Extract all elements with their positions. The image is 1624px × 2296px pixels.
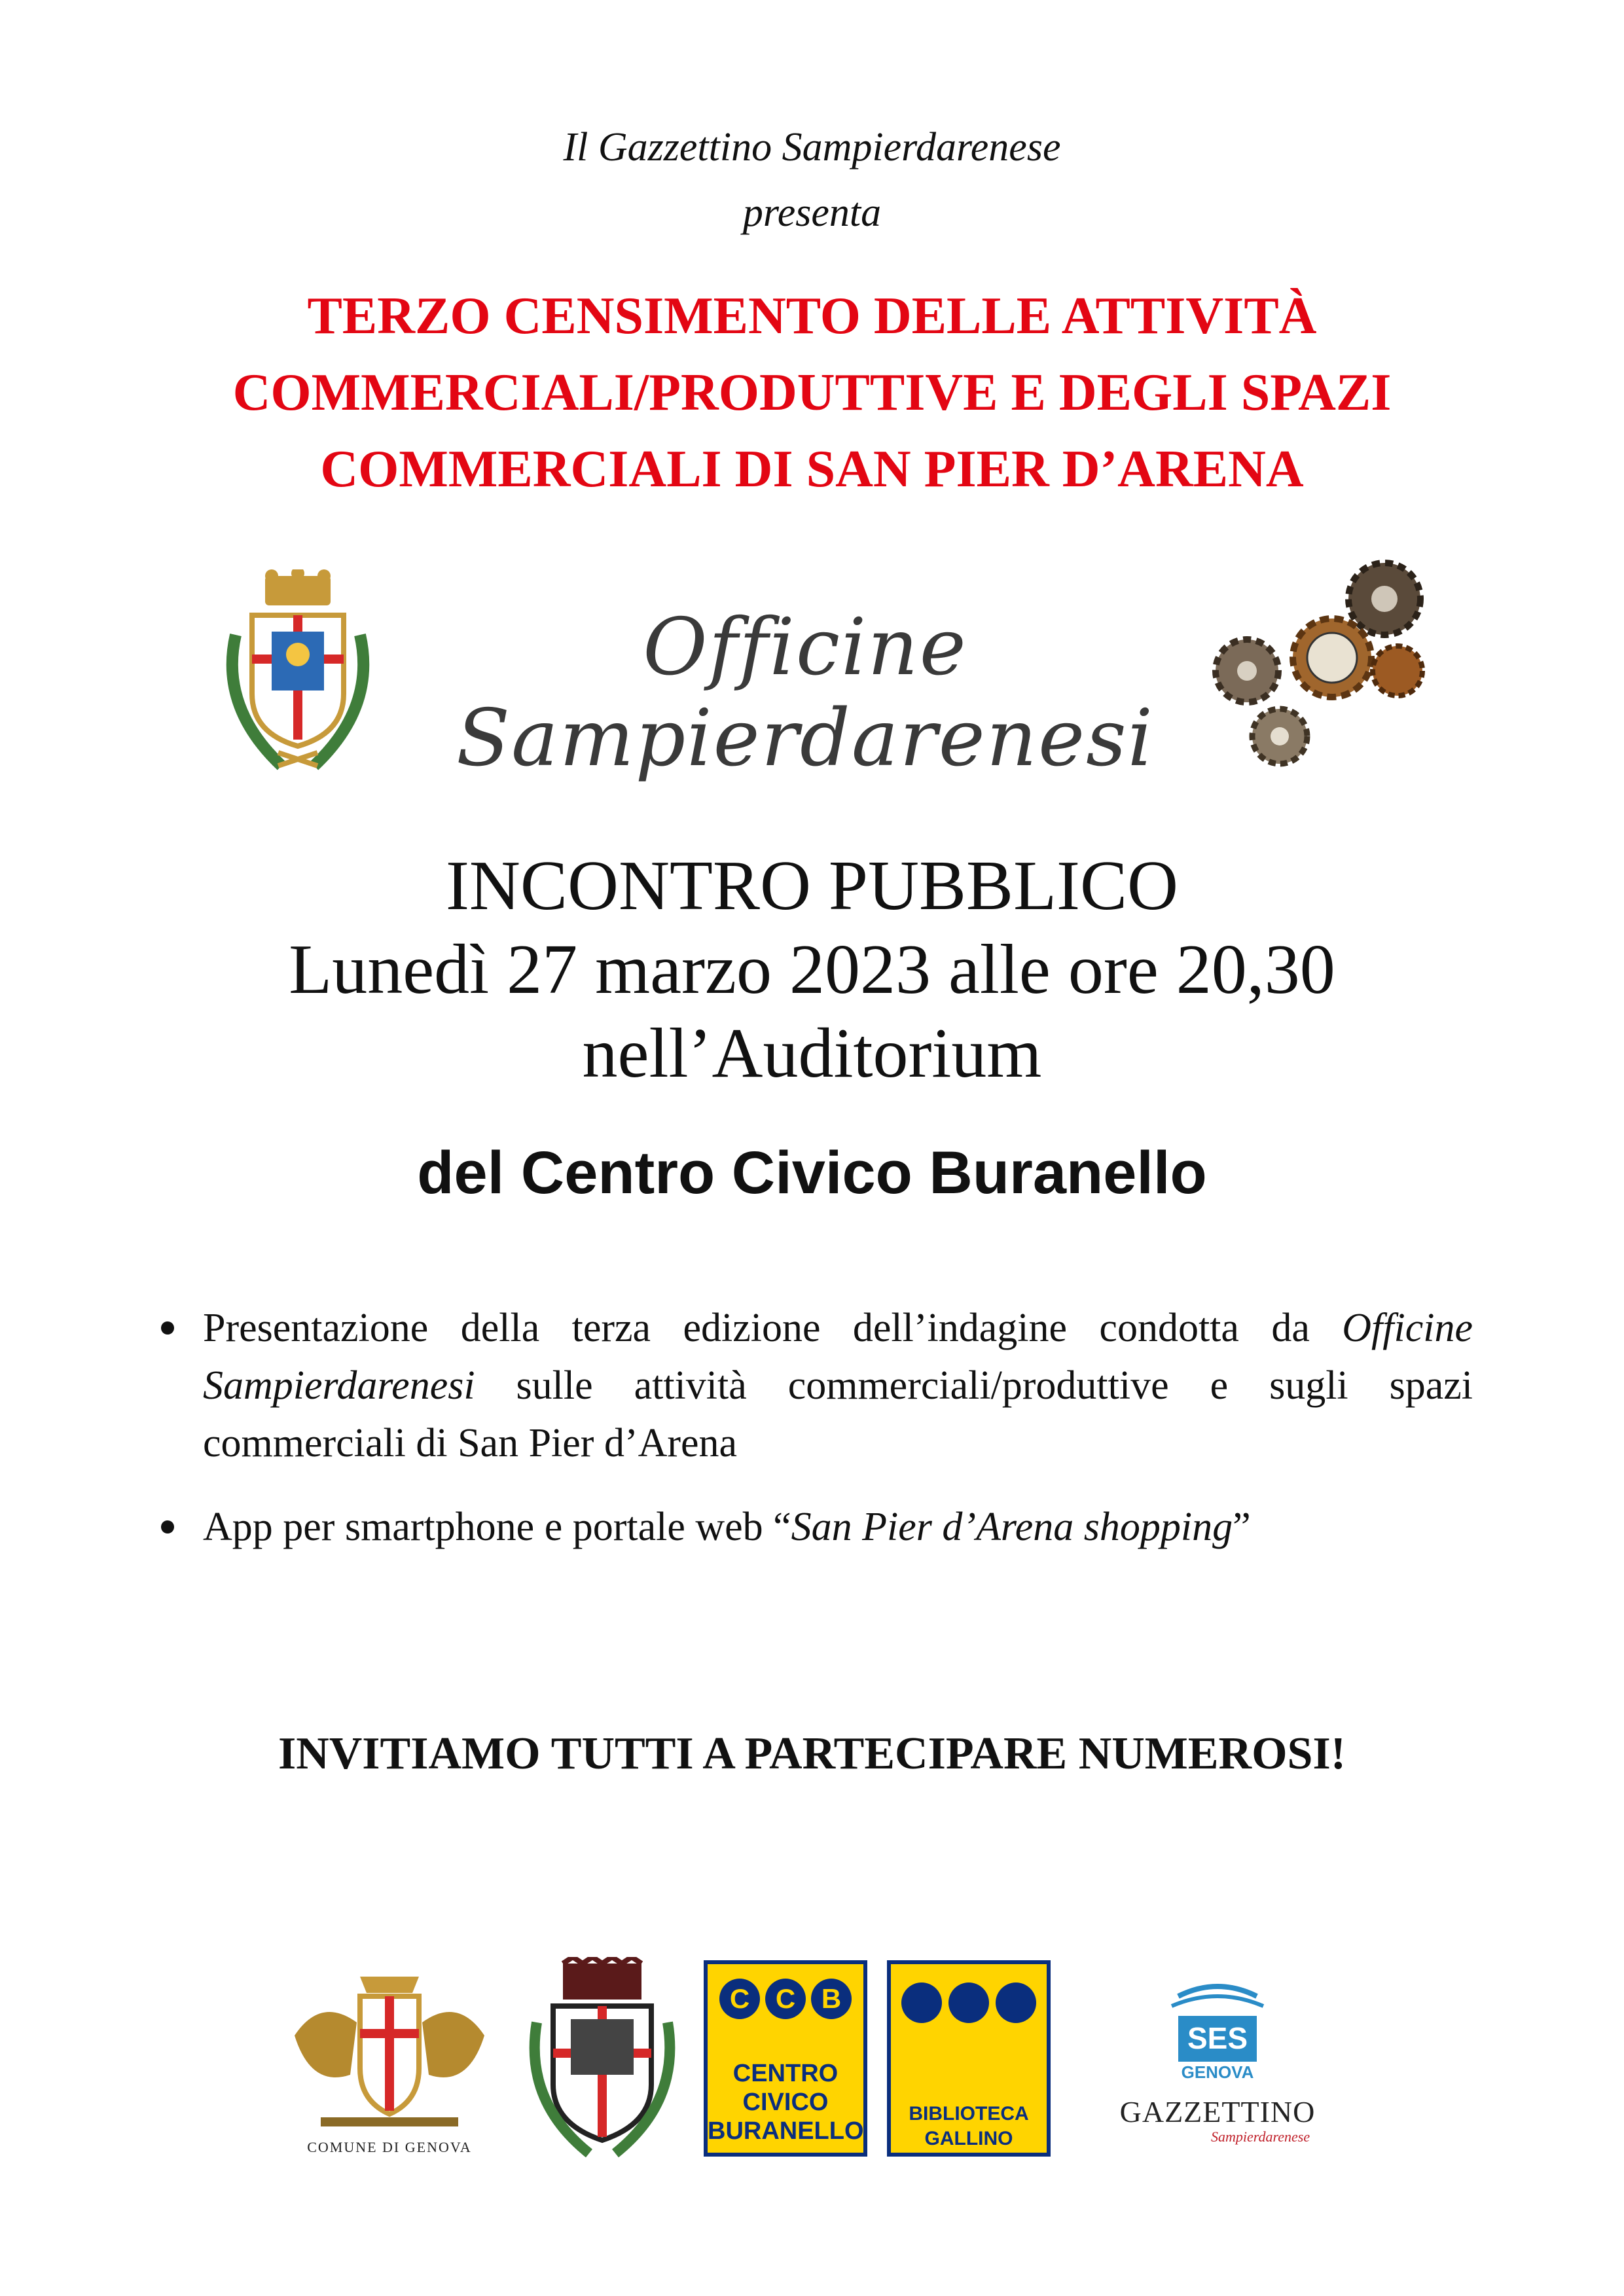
municipal-crest-logo [216, 569, 380, 779]
ses-mark: SES [1187, 2021, 1248, 2055]
intro [0, 115, 1624, 245]
list-item: App per smartphone e portale web “San Pier d’Arena shopping” [157, 1498, 1473, 1556]
dot-icon [901, 1982, 942, 2023]
bib-line: GALLINO [924, 2128, 1013, 2149]
ccb-letter: C [765, 1979, 806, 2019]
event-date: Lunedì 27 marzo 2023 alle ore 20,30 [289, 931, 1335, 1009]
headline-line-2: COMMERCIALI/PRODUTTIVE E DEGLI SPAZI [232, 364, 1392, 422]
dot-icon [948, 1982, 989, 2023]
dot-icon [996, 1982, 1036, 2023]
biblioteca-gallino-logo [887, 1960, 1051, 2157]
event-place: nell’Auditorium [582, 1014, 1042, 1092]
gazzettino-wordmark: GAZZETTINO [1119, 2095, 1316, 2128]
invitation-line: INVITIAMO TUTTI A PARTECIPARE NUMEROSI! [278, 1729, 1346, 1779]
gears-illustration [1208, 560, 1443, 782]
bullet-icon [161, 1520, 174, 1534]
list-item: Presentazione della terza edizione dell’indagine condotta da Officine Sampierdarenesi sulle attività commerciali/produttive e sugli spazi commerciali di San Pier d’Arena [157, 1299, 1473, 1472]
centro-civico-buranello-logo [704, 1960, 867, 2157]
intro-presenta: presenta [742, 190, 882, 235]
comune-caption: COMUNE DI GENOVA [307, 2139, 472, 2155]
gazzettino-subtitle: Sampierdarenese [1211, 2128, 1310, 2145]
ses-sub: GENOVA [1181, 2062, 1254, 2082]
ccb-line: CIVICO [742, 2089, 829, 2116]
brand-wordmark: Officine Sampierdarenesi [456, 602, 1155, 784]
ccb-letter: C [719, 1979, 760, 2019]
ccb-line: CENTRO [732, 2060, 839, 2087]
bullet-list [157, 1299, 1473, 1582]
comune-di-genova-logo [281, 1957, 497, 2160]
bib-line: BIBLIOTECA [909, 2103, 1029, 2125]
headline [0, 278, 1624, 508]
event-title: INCONTRO PUBBLICO [445, 847, 1179, 925]
ccb-line: BURANELLO [708, 2117, 864, 2145]
headline-line-1: TERZO CENSIMENTO DELLE ATTIVITÀ [307, 287, 1317, 345]
bullet-icon [161, 1321, 174, 1335]
event-venue: del Centro Civico Buranello [417, 1139, 1207, 1206]
ccb-letter: B [811, 1979, 852, 2019]
event-block [0, 844, 1624, 1096]
gazzettino-ses-logo [1087, 1970, 1348, 2160]
headline-line-3: COMMERCIALI DI SAN PIER D’ARENA [320, 440, 1304, 498]
intro-publisher: Il Gazzettino Sampierdarenese [563, 125, 1061, 170]
municipio-crest-logo [524, 1957, 681, 2160]
